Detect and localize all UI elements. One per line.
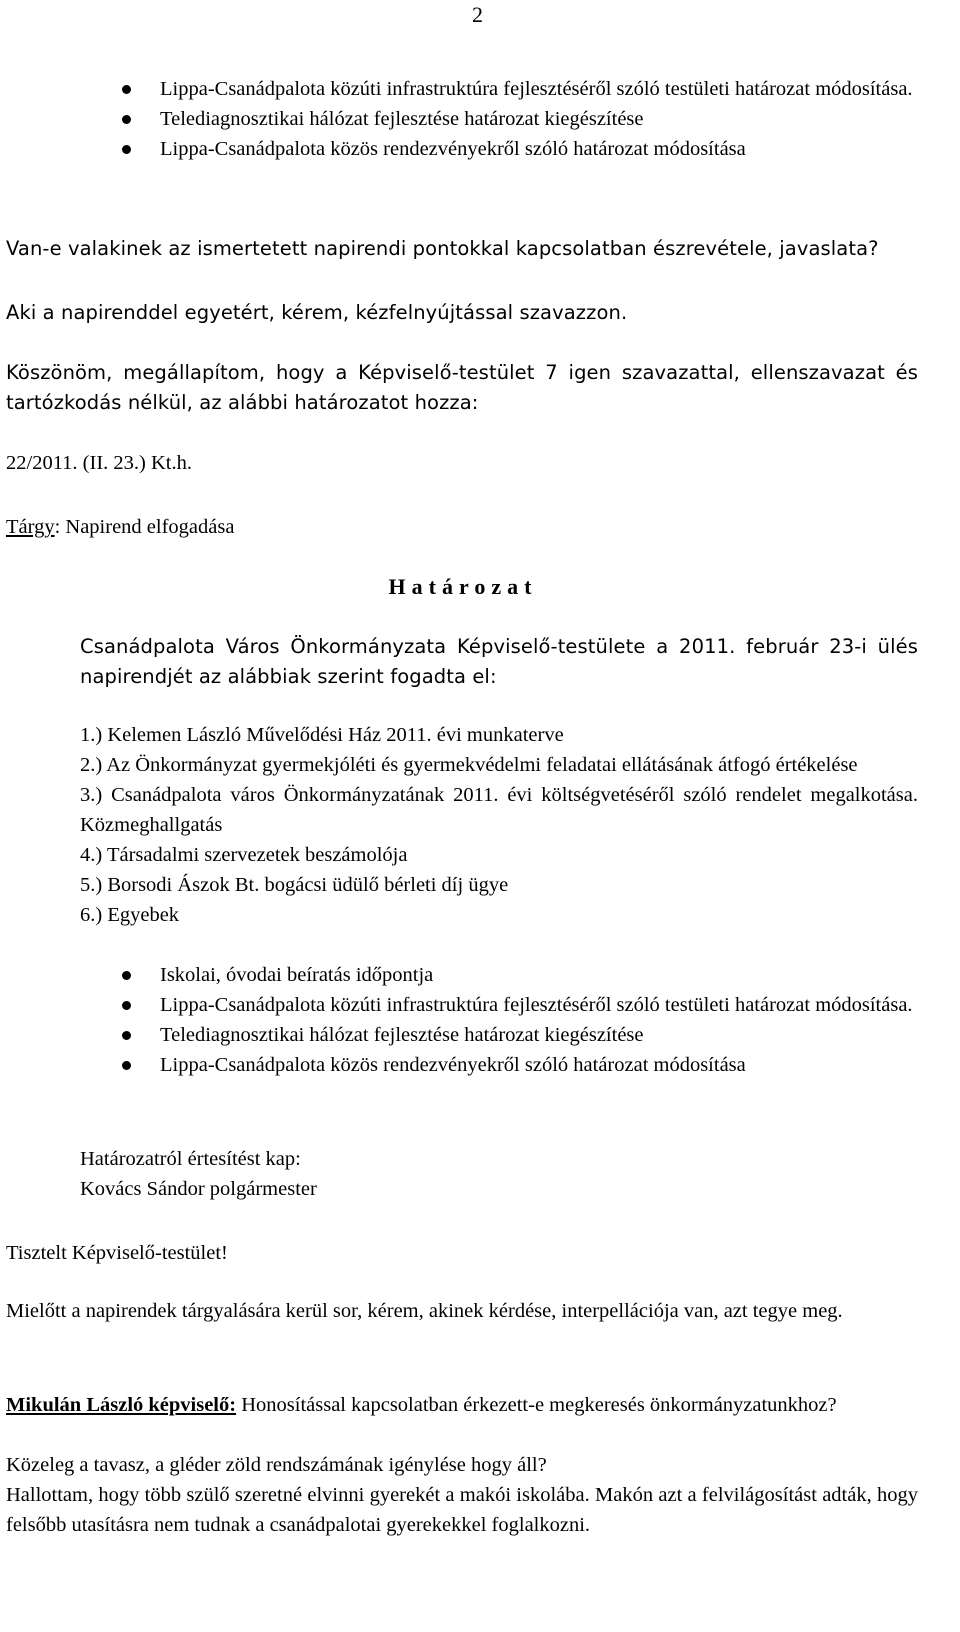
speaker-paragraph (6, 1390, 918, 1420)
agenda-list (80, 720, 918, 930)
bullet-list-top (160, 74, 918, 164)
list-item: 2.) Az Önkormányzat gyermekjóléti és gyermekvédelmi feladatai ellátásának átfogó értékelése (80, 754, 858, 776)
list-item: 6.) Egyebek (80, 904, 180, 926)
greeting: Tisztelt Képviselő-testület! (6, 1242, 228, 1264)
list-item: 4.) Társadalmi szervezetek beszámolója (80, 844, 408, 866)
notification-block (80, 1144, 918, 1204)
resolution-intro: Csanádpalota Város Önkormányzata Képviselő-testülete a 2011. február 23-i ülés napirendjét az alábbiak szerint fogadta el: (80, 635, 918, 688)
resolution-number: 22/2011. (II. 23.) Kt.h. (6, 452, 192, 474)
subject-text: : Napirend elfogadása (54, 516, 235, 538)
list-item: Telediagnosztikai hálózat fejlesztése határozat kiegészítése (160, 1020, 918, 1050)
bullet-list-agenda (160, 960, 918, 1080)
subject-line (6, 512, 918, 542)
list-item: Telediagnosztikai hálózat fejlesztése határozat kiegészítése (160, 104, 918, 134)
notify-label: Határozatról értesítést kap: (80, 1148, 301, 1170)
page-number: 2 (472, 2, 483, 27)
list-item: Lippa-Csanádpalota közúti infrastruktúra fejlesztéséről szóló testületi határozat módosítása. (160, 990, 918, 1020)
list-item: Lippa-Csanádpalota közös rendezvényekről szóló határozat módosítása (160, 1050, 918, 1080)
bullet-icon (122, 971, 131, 980)
resolution-heading: Határozat (388, 574, 538, 599)
bullet-icon (122, 1001, 131, 1010)
list-item: 1.) Kelemen László Művelődési Ház 2011. évi munkaterve (80, 724, 564, 746)
vote-result-paragraph: Köszönöm, megállapítom, hogy a Képviselő-testület 7 igen szavazattal, ellenszavazat és tartózkodás nélkül, az alábbi határozatot hozza: (6, 361, 918, 414)
list-item: Iskolai, óvodai beíratás időpontja (160, 960, 918, 990)
list-item: Lippa-Csanádpalota közúti infrastruktúra fejlesztéséről szóló testületi határozat módosítása. (160, 74, 918, 104)
bullet-icon (122, 115, 131, 124)
interpellation-paragraph: Mielőtt a napirendek tárgyalására kerül sor, kérem, akinek kérdése, interpellációja van, azt tegye meg. (6, 1300, 843, 1322)
speaker-name: Mikulán László képviselő: (6, 1394, 237, 1416)
bullet-icon (122, 145, 131, 154)
list-item: 5.) Borsodi Ászok Bt. bogácsi üdülő bérleti díj ügye (80, 874, 509, 896)
notify-name: Kovács Sándor polgármester (80, 1178, 317, 1200)
vote-call-paragraph: Aki a napirenddel egyetért, kérem, kézfelnyújtással szavazzon. (6, 301, 628, 324)
bullet-icon (122, 85, 131, 94)
list-item: 3.) Csanádpalota város Önkormányzatának 2011. évi költségvetéséről szóló rendelet megalkotása. Közmeghallgatás (80, 784, 918, 836)
speaker-question-2: Közeleg a tavasz, a gléder zöld rendszámának igénylése hogy áll? (6, 1454, 547, 1476)
subject-label: Tárgy (6, 516, 55, 538)
bullet-icon (122, 1031, 131, 1040)
speaker-question-3: Hallottam, hogy több szülő szeretné elvinni gyerekét a makói iskolába. Makón azt a felvilágosítást adták, hogy felsőbb utasításra nem tudnak a csanádpalotai gyerekekkel foglalkozni. (6, 1484, 918, 1536)
list-item: Lippa-Csanádpalota közös rendezvényekről szóló határozat módosítása (160, 134, 918, 164)
question-paragraph: Van-e valakinek az ismertetett napirendi pontokkal kapcsolatban észrevétele, javaslata? (6, 237, 879, 260)
bullet-icon (122, 1061, 131, 1070)
speaker-question-1: Honosítással kapcsolatban érkezett-e megkeresés önkormányzatunkhoz? (236, 1394, 837, 1416)
